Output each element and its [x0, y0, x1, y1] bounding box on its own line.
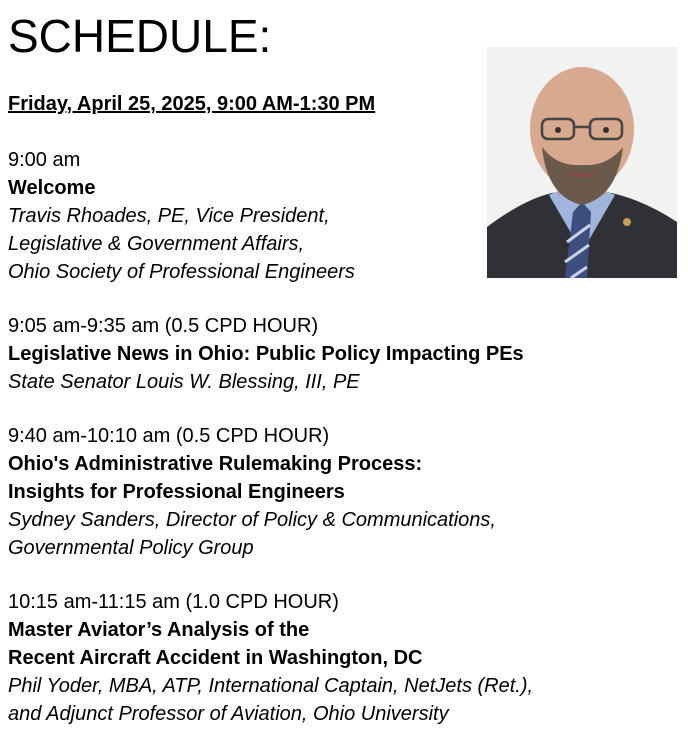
session-rulemaking: [8, 422, 496, 562]
session-speaker: Ohio Society of Professional Engineers: [8, 261, 355, 283]
session-title: Welcome: [8, 177, 96, 199]
session-time: 9:40 am-10:10 am (0.5 CPD HOUR): [8, 425, 330, 447]
session-title: Insights for Professional Engineers: [8, 481, 345, 503]
session-speaker: Phil Yoder, MBA, ATP, International Captain, NetJets (Ret.),: [8, 675, 534, 697]
session-speaker: and Adjunct Professor of Aviation, Ohio University: [8, 703, 449, 725]
session-title: Legislative News in Ohio: Public Policy Impacting PEs: [8, 343, 524, 365]
session-speaker: Sydney Sanders, Director of Policy & Communications,: [8, 509, 496, 531]
session-title: Recent Aircraft Accident in Washington, DC: [8, 647, 423, 669]
page-title: SCHEDULE:: [8, 10, 272, 62]
session-time: 9:05 am-9:35 am (0.5 CPD HOUR): [8, 315, 319, 337]
session-welcome: [8, 146, 355, 286]
session-title: Ohio's Administrative Rulemaking Process:: [8, 453, 423, 475]
session-time: 10:15 am-11:15 am (1.0 CPD HOUR): [8, 591, 339, 613]
session-legislative-news: [8, 312, 524, 396]
session-aviation: [8, 588, 533, 728]
session-time: 9:00 am: [8, 149, 81, 171]
event-date: Friday, April 25, 2025, 9:00 AM-1:30 PM: [8, 93, 376, 115]
session-speaker: State Senator Louis W. Blessing, III, PE: [8, 371, 360, 393]
session-speaker: Legislative & Government Affairs,: [8, 233, 305, 255]
speaker-photo: [487, 47, 677, 278]
session-title: Master Aviator’s Analysis of the: [8, 619, 310, 641]
session-speaker: Governmental Policy Group: [8, 537, 254, 559]
session-speaker: Travis Rhoades, PE, Vice President,: [8, 205, 330, 227]
